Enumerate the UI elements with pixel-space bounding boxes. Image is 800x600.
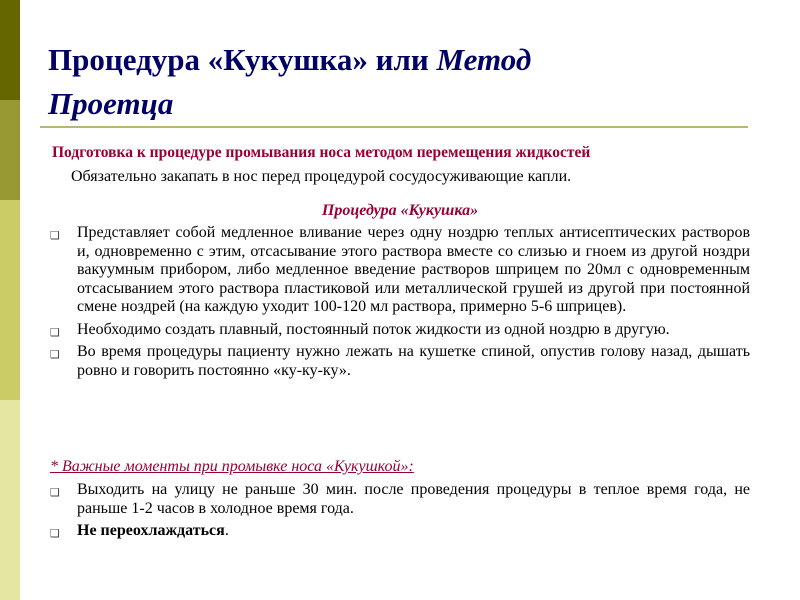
list-item	[50, 224, 750, 317]
section-title: Процедура «Кукушка»	[321, 202, 479, 219]
hollow-square-bullet-icon: ❑	[50, 325, 60, 339]
important-heading: * Важные моменты при промывке носа «Кукушкой»:	[50, 458, 414, 475]
hollow-square-bullet-icon: ❑	[50, 486, 60, 499]
decorative-sidebar	[0, 0, 20, 600]
preparation-heading: Подготовка к процедуре промывания носа методом перемещения жидкостей	[52, 144, 591, 161]
hollow-square-bullet-icon: ❑	[50, 348, 60, 361]
title-divider	[40, 126, 748, 128]
list-item-text: Необходимо создать плавный, постоянный поток жидкости из одной ноздрю в другую.	[77, 320, 670, 338]
preparation-note: Обязательно закапать в нос перед процедурой сосудосуживающие капли.	[71, 168, 572, 185]
list-item	[50, 522, 750, 541]
list-item-bold-text: Не переохлаждаться	[77, 522, 225, 539]
slide-title	[48, 38, 748, 126]
list-item	[50, 343, 750, 380]
list-item-text: Представляет собой медленное вливание через одну ноздрю теплых антисептических растворов и, одновременно с этим, отсасывание этого раствора вместе со слизью и гноем из другой ноздри вакуумным прибором, либо медленное введение растворов шприцем по 20мл с одновременным отсасыванием этого раствора пластиковой или металлической грушей из другой при постоянной смене ноздрей (на каждую уходит 100-120 мл раствора, примерно 5-6 шприцев).	[77, 224, 750, 315]
title-line2: Проетца	[48, 86, 174, 121]
list-item-text: Во время процедуры пациенту нужно лежать на кушетке спиной, опустив голову назад, дышать ровно и говорить постоянно «ку-ку-ку».	[77, 343, 750, 379]
title-part1: Процедура «Кукушка» или	[48, 42, 437, 77]
list-item-text: Выходить на улицу не раньше 30 мин. после проведения процедуры в теплое время года, не раньше 1-2 часов в холодное время года.	[77, 481, 750, 517]
title-part2: Метод	[436, 42, 532, 77]
hollow-square-bullet-icon: ❑	[50, 229, 60, 242]
sidebar-block-1	[0, 0, 20, 100]
hollow-square-bullet-icon: ❑	[50, 527, 60, 540]
sidebar-block-3	[0, 200, 20, 400]
list-item-end: .	[224, 522, 229, 539]
list-item	[50, 321, 750, 340]
procedure-list	[50, 224, 750, 384]
tips-list	[50, 481, 750, 545]
sidebar-block-4	[0, 400, 20, 600]
sidebar-block-2	[0, 100, 20, 200]
list-item	[50, 481, 750, 518]
